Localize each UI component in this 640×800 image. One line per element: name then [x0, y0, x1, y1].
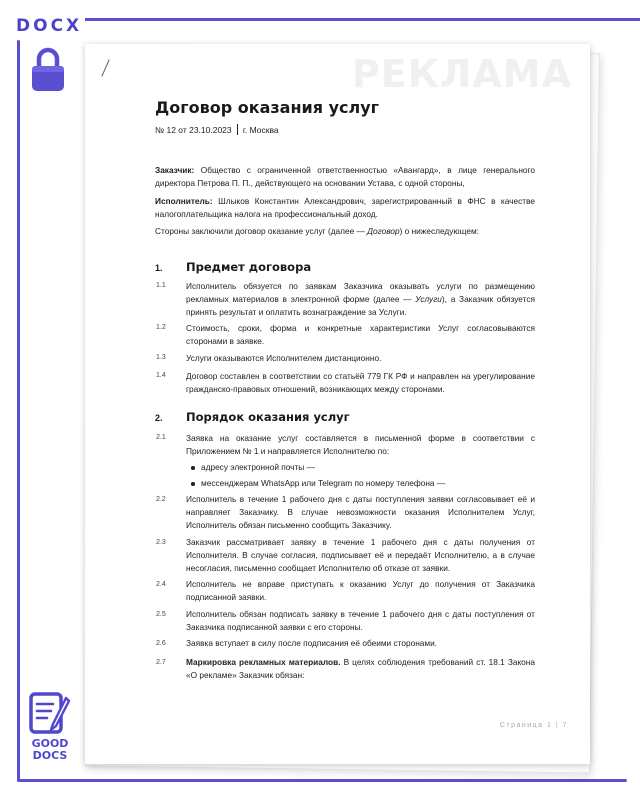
- clause-text: Маркировка рекламных материалов. В целях соблюдения требований ст. 18.1 Закона «О рекламе» Заказчик обязан:: [186, 657, 535, 680]
- clause-number: 2.2: [156, 496, 166, 503]
- clause-number: 2.1: [156, 434, 166, 441]
- executor-paragraph: Исполнитель: Шлыков Константин Александрович, зарегистрированный в ФНС в качестве налогоплательщика налога на профессиональный доход.: [155, 196, 535, 219]
- customer-paragraph: Заказчик: Общество с ограниченной ответственностью «Авангард», в лице генерального директора Петрова П. П., действующего на основании Устава, с одной стороны,: [155, 165, 535, 188]
- document-page: [85, 44, 590, 764]
- clause-text: Заказчик рассматривает заявку в течение 1 рабочего дня с даты получения от Исполнителя. В случае согласия, подписывает её и передаёт Исполнителю, а в случае несогласия, письменно сообщает Исполнителю об отказе от заявки.: [186, 537, 535, 573]
- clause-number: 1.3: [156, 354, 166, 361]
- clause-number: 1.1: [156, 282, 166, 289]
- list-item: мессенджерам WhatsApp или Telegram по номеру телефона —: [191, 477, 445, 490]
- good-docs-label: GOOD DOCS: [31, 737, 69, 762]
- document-subtitle: [155, 124, 279, 135]
- clause-number: 2.6: [156, 640, 166, 647]
- docx-label: DOCX: [16, 16, 83, 36]
- frame-bottom-border: [17, 779, 627, 782]
- lock-icon: [30, 45, 66, 93]
- frame-left-border: [17, 40, 20, 782]
- clause-number: 2.4: [156, 581, 166, 588]
- clause-number: 2.7: [156, 659, 166, 666]
- clause-text: Договор составлен в соответствии со статьёй 779 ГК РФ и направлен на урегулирование гражданско-правовых отношений, возникающих между сторонами.: [186, 371, 535, 394]
- clause-text: Услуги оказываются Исполнителем дистанционно.: [186, 353, 382, 363]
- intro-paragraph: Стороны заключили договор оказание услуг (далее — Договор) о нижеследующем:: [155, 226, 479, 236]
- pen-stroke-mark: [99, 58, 111, 78]
- clause-number: 1.2: [156, 324, 166, 331]
- document-number-date: № 12 от 23.10.2023: [155, 125, 232, 135]
- frame-top-border: [85, 18, 640, 21]
- clause-text: Заявка вступает в силу после подписания её обеими сторонами.: [186, 638, 438, 648]
- section-number: 1.: [155, 263, 163, 273]
- section-title: Порядок оказания услуг: [186, 410, 350, 424]
- section-number: 2.: [155, 413, 163, 423]
- clause-text: Исполнитель в течение 1 рабочего дня с даты поступления заявки согласовывает её и направляет Заказчику. В случае невозможности оказания Исполнителем Услуг, Исполнитель обязан письменно сообщить Заказчику.: [186, 494, 535, 530]
- clause-number: 1.4: [156, 372, 166, 379]
- document-city: г. Москва: [242, 125, 279, 135]
- clause-text: Стоимость, сроки, форма и конкретные характеристики Услуг согласовываются сторонами в заявке.: [186, 323, 535, 346]
- clause-text: Исполнитель обязуется по заявкам Заказчика оказывать услуги по размещению рекламных материалов в электронной форме (далее — Услуги), а Заказчик обязуется принять результат и оплатить вознаграждение за Услуги.: [186, 281, 535, 317]
- clause-number: 2.3: [156, 539, 166, 546]
- clause-text: Исполнитель обязан подписать заявку в течение 1 рабочего дня с даты поступления от Заказчика подписанной заявки с его стороны.: [186, 609, 535, 632]
- document-title: Договор оказания услуг: [155, 98, 380, 117]
- clause-text: Исполнитель не вправе приступать к оказанию Услуг до получения от Заказчика подписанной заявки.: [186, 579, 535, 602]
- watermark: РЕКЛАМА: [351, 52, 572, 96]
- section-title: Предмет договора: [186, 260, 312, 274]
- clause-text: Заявка на оказание услуг составляется в письменной форме в соответствии с Приложением № 1 и направляется Исполнителю по:: [186, 433, 535, 456]
- clause-number: 2.5: [156, 611, 166, 618]
- page-footer: Страница 1 | 7: [499, 722, 568, 729]
- list-item: адресу электронной почты —: [191, 461, 315, 474]
